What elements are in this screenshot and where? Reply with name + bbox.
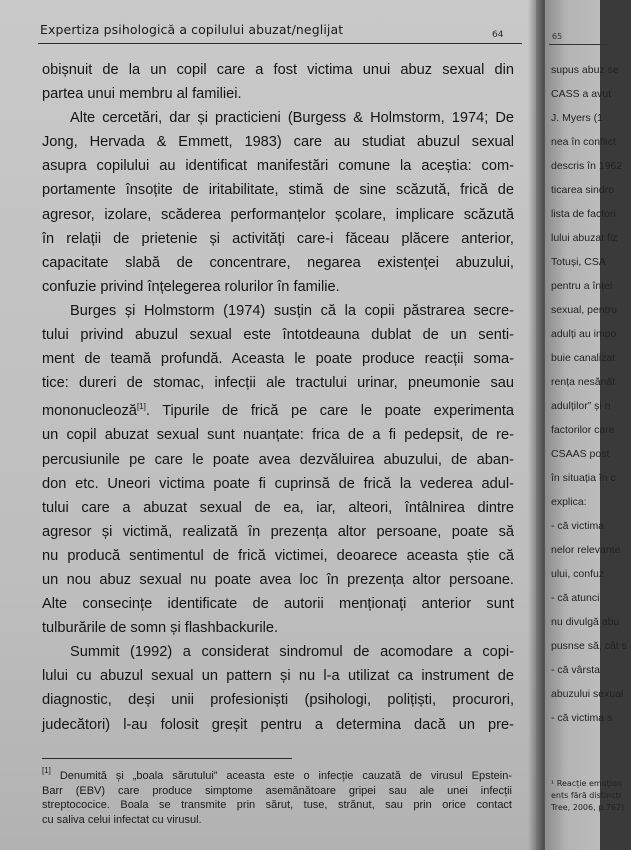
facing-header-rule bbox=[549, 44, 609, 45]
facing-page-line: - că victima bbox=[551, 520, 605, 532]
footnote-line: cu saliva celui infectat cu virusul. bbox=[42, 813, 202, 826]
body-line: tulburările de somn și flashbackurile. bbox=[42, 620, 279, 637]
facing-page-line: adulților” și n bbox=[551, 400, 611, 412]
body-line: capacitate slabă de concentrare, negarea existenței abuzului, bbox=[42, 254, 514, 271]
body-line: portamente însoțite de iritabilitate, stimă de sine scăzută, frică de bbox=[42, 182, 514, 199]
page-number: 64 bbox=[492, 30, 504, 40]
facing-page-line: rența nesănăt bbox=[551, 376, 616, 388]
facing-footnote-line: ¹ Reacție emoțion bbox=[551, 779, 622, 788]
facing-page-line: Totuși, CSA bbox=[551, 256, 606, 268]
facing-page-line: descris în 1962 bbox=[551, 160, 623, 172]
body-line: don etc. Uneori victima poate fi cuprinsă de frică la vederea adul- bbox=[42, 475, 514, 492]
footnote-number: [1] bbox=[42, 766, 51, 775]
body-line: diagnostic, deși unii profesioniști (psihologi, polițiști, procurori, bbox=[42, 692, 514, 709]
body-line: agresor, izolare, scăderea performanțelor școlare, implicare scăzută bbox=[42, 206, 514, 223]
facing-page bbox=[545, 0, 627, 850]
body-line: în relații de prietenie și activități care-i făceau plăcere anterior, bbox=[42, 230, 514, 247]
facing-page-line: supus abuz se bbox=[551, 64, 619, 76]
body-line: agresor și victimă, realizată în prezența altor persoane, poate să bbox=[42, 523, 514, 540]
facing-page-text bbox=[551, 58, 631, 730]
facing-page-line: sexual, pentru bbox=[551, 304, 617, 316]
running-title: Expertiza psihologică a copilului abuzat/neglijat bbox=[40, 22, 344, 37]
facing-footnote-line: ents fără distincți bbox=[551, 791, 621, 800]
body-line: partea unui membru al familiei. bbox=[42, 86, 242, 103]
footnote-marker: [1] bbox=[136, 402, 146, 412]
body-line: confuzie privind înțelegerea rolurilor în familie. bbox=[42, 278, 340, 295]
body-line: tice: dureri de stomac, infecții ale tractului urinar, pneumonie sau bbox=[42, 375, 514, 392]
facing-page-line: CSAAS post bbox=[551, 448, 610, 460]
facing-page-line: pusnse să, cât s bbox=[551, 640, 627, 652]
facing-page-line: în situația în c bbox=[551, 472, 616, 484]
facing-page-line: - că victima s bbox=[551, 712, 613, 724]
body-line: un nou abuz sexual nu poate avea loc în prezența altor persoane. bbox=[42, 571, 514, 588]
facing-footnote-line: Tree, 2006, p.762) bbox=[551, 803, 625, 812]
facing-page-line: factorilor care bbox=[551, 424, 615, 436]
body-line: tului care a abuzat sexual de ea, iar, alteori, întâlnirea dintre bbox=[42, 499, 514, 516]
body-line: lului cu abuzul sexual un pattern și nu l-a utilizat ca instrument de bbox=[42, 668, 514, 685]
facing-page-line: lista de factori bbox=[551, 208, 616, 220]
footnote-line: Barr (EBV) care produce simptome asemănătoare gripei sau ale unei infecții bbox=[42, 784, 512, 797]
facing-page-line: CASS a avut bbox=[551, 88, 612, 100]
body-line: tului privind abuzul sexual este întotdeauna dublat de un senti- bbox=[42, 327, 514, 344]
facing-page-line: J. Myers (1 bbox=[551, 112, 603, 124]
footnote-line: [1] Denumită și „boala sărutului” aceasta este o infecție cauzată de virusul Epstein- bbox=[42, 766, 512, 782]
facing-page-line: ticarea sindro bbox=[551, 184, 615, 196]
facing-page-line: pentru a înțel bbox=[551, 280, 613, 292]
body-line: percusiunile pe care le poate avea dezvăluirea abuzului, de aban- bbox=[42, 451, 514, 468]
facing-page-line: - că vârsta bbox=[551, 664, 601, 676]
facing-page-number: 65 bbox=[552, 32, 563, 41]
facing-page-line: adulți au impo bbox=[551, 328, 617, 340]
footnote bbox=[42, 764, 512, 827]
facing-page-footnote bbox=[551, 778, 624, 814]
body-line: Burges și Holmstorm (1974) susțin că la copii păstrarea secre- bbox=[70, 302, 514, 319]
footnote-line: streptococice. Boala se transmite prin sărut, tuse, strănut, sau prin orice contact bbox=[42, 799, 512, 811]
header-rule bbox=[38, 43, 522, 44]
body-line: ment de teamă profundă. Aceasta le poate produce reacții soma- bbox=[42, 351, 514, 368]
facing-page-line: explica: bbox=[551, 496, 587, 508]
facing-page-line: abuzului sexual bbox=[551, 688, 624, 700]
facing-page-line: ului, confuz bbox=[551, 568, 605, 580]
facing-page-line: - că atunci bbox=[551, 592, 600, 604]
facing-page-line: nu divulgă abu bbox=[551, 616, 620, 628]
body-line: nu producă sentimentul de frică victimei, deoarece aceasta știe că bbox=[42, 547, 514, 564]
body-line: Alte consecințe identificate de autorii menționați anterior sunt bbox=[42, 596, 514, 613]
facing-page-line: lului abuzat fiz bbox=[551, 232, 618, 244]
facing-page-line: nelor relevante bbox=[551, 544, 621, 556]
facing-page-line: nea în conflict bbox=[551, 136, 616, 148]
body-line: asupra copilului au identificat manifestări comune la aceștia: com- bbox=[42, 158, 514, 175]
body-line: mononucleoză[1]. Tipurile de frică pe care le poate experimenta bbox=[42, 402, 514, 420]
body-line: un copil abuzat sexual sunt nuanțate: frica de a fi pedepsit, de re- bbox=[42, 427, 514, 444]
body-text bbox=[42, 58, 514, 737]
facing-page-line: buie canalizat bbox=[551, 352, 616, 364]
body-line: judecători) l-au folosit greșit pentru a determina dacă un pre- bbox=[42, 716, 514, 733]
footnote-rule bbox=[42, 758, 292, 759]
body-line: Jong, Hervada & Emmett, 1983) care au studiat abuzul sexual bbox=[42, 134, 514, 151]
body-line: Summit (1992) a considerat sindromul de acomodare a copi- bbox=[70, 644, 514, 661]
body-line: obișnuit de la un copil care a fost victima unui abuz sexual din bbox=[42, 62, 514, 78]
body-line: Alte cercetări, dar și practicieni (Burgess & Holmstorm, 1974; De bbox=[70, 110, 514, 127]
